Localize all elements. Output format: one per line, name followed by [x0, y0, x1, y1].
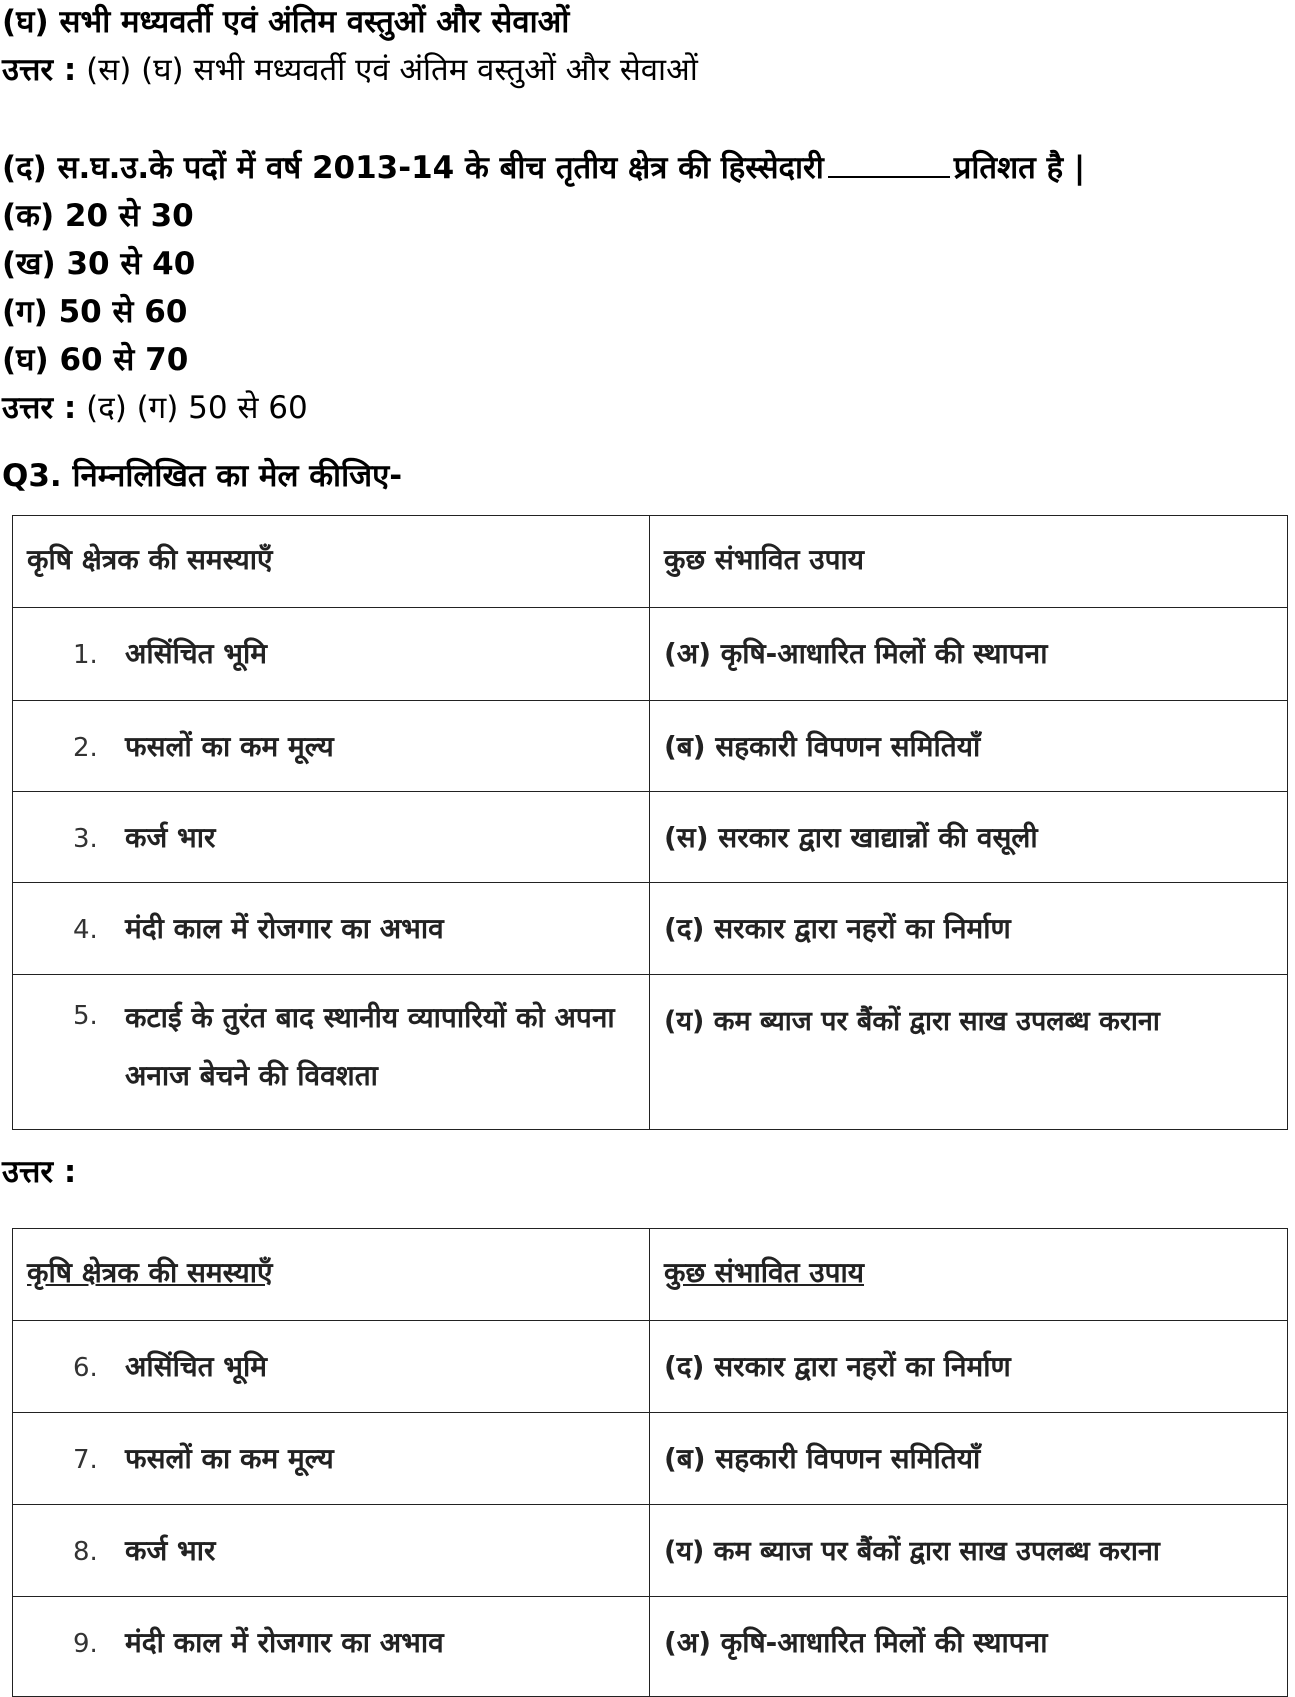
row-number: 3. — [73, 824, 98, 854]
fill-in-blank — [828, 152, 950, 178]
solution-text: (ब) सहकारी विपणन समितियाँ — [664, 730, 981, 763]
solution-text: (य) कम ब्याज पर बैंकों द्वारा साख उपलब्ध कराना — [664, 1536, 1160, 1567]
answer-q3-label: उत्तर : — [2, 1154, 77, 1190]
table-row — [13, 1321, 1288, 1413]
problem-text: कर्ज भार — [125, 821, 216, 854]
table-row — [13, 701, 1288, 792]
table-row — [13, 1597, 1288, 1697]
problem-text: असिंचित भूमि — [125, 637, 267, 670]
answer-text: (द) (ग) 50 से 60 — [86, 390, 308, 426]
option-gha: (घ) 60 से 70 — [2, 342, 189, 378]
answer-label: उत्तर : — [2, 390, 77, 426]
problem-text: मंदी काल में रोजगार का अभाव — [125, 1626, 444, 1659]
row-number: 4. — [73, 915, 98, 945]
problem-text: कर्ज भार — [125, 1534, 216, 1567]
solution-text: (द) सरकार द्वारा नहरों का निर्माण — [664, 912, 1011, 945]
header-problems: कृषि क्षेत्रक की समस्याएँ — [27, 1256, 273, 1289]
table-row — [13, 975, 1288, 1130]
solution-text: (द) सरकार द्वारा नहरों का निर्माण — [664, 1350, 1011, 1383]
question-d — [2, 148, 1085, 188]
table-row — [13, 1505, 1288, 1597]
table-row — [13, 883, 1288, 975]
solution-text: (य) कम ब्याज पर बैंकों द्वारा साख उपलब्ध कराना — [664, 1006, 1160, 1037]
answer-label: उत्तर : — [2, 52, 77, 88]
answer-d — [2, 388, 308, 428]
matching-table-question — [12, 515, 1288, 1130]
problem-text: असिंचित भूमि — [125, 1350, 267, 1383]
row-number: 6. — [73, 1353, 98, 1383]
table-header-row — [13, 1229, 1288, 1321]
header-solutions: कुछ संभावित उपाय — [664, 1256, 865, 1289]
answer-previous — [2, 50, 698, 90]
problem-text: मंदी काल में रोजगार का अभाव — [125, 912, 444, 945]
problem-text: कटाई के तुरंत बाद स्थानीय व्यापारियों को अपना अनाज बेचने की विवशता — [125, 1001, 615, 1092]
solution-text: (ब) सहकारी विपणन समितियाँ — [664, 1442, 981, 1475]
option-gha-previous: (घ) सभी मध्यवर्ती एवं अंतिम वस्तुओं और सेवाओं — [2, 4, 570, 40]
option-ka: (क) 20 से 30 — [2, 198, 194, 234]
row-number: 7. — [73, 1445, 98, 1475]
question-d-suffix: प्रतिशत है | — [953, 150, 1086, 186]
row-number: 2. — [73, 733, 98, 763]
row-number: 1. — [73, 640, 98, 670]
row-number: 9. — [73, 1629, 98, 1659]
table-header-row — [13, 516, 1288, 608]
question-d-text: (द) स.घ.उ.के पदों में वर्ष 2013-14 के बीच तृतीय क्षेत्र की हिस्सेदारी — [2, 150, 824, 186]
solution-text: (अ) कृषि-आधारित मिलों की स्थापना — [664, 637, 1048, 670]
row-number: 8. — [73, 1537, 98, 1567]
q3-title: Q3. निम्नलिखित का मेल कीजिए- — [2, 458, 403, 494]
solution-text: (स) सरकार द्वारा खाद्यान्नों की वसूली — [664, 821, 1038, 854]
solution-text: (अ) कृषि-आधारित मिलों की स्थापना — [664, 1626, 1048, 1659]
table-row — [13, 792, 1288, 883]
problem-text: फसलों का कम मूल्य — [125, 1442, 334, 1475]
option-kha: (ख) 30 से 40 — [2, 246, 196, 282]
table-row — [13, 608, 1288, 701]
header-problems: कृषि क्षेत्रक की समस्याएँ — [27, 543, 273, 576]
option-ga: (ग) 50 से 60 — [2, 294, 188, 330]
header-solutions: कुछ संभावित उपाय — [664, 543, 865, 576]
answer-text: (स) (घ) सभी मध्यवर्ती एवं अंतिम वस्तुओं और सेवाओं — [86, 52, 698, 88]
problem-text: फसलों का कम मूल्य — [125, 730, 334, 763]
matching-table-answer — [12, 1228, 1288, 1697]
table-row — [13, 1413, 1288, 1505]
row-number: 5. — [73, 1001, 98, 1031]
